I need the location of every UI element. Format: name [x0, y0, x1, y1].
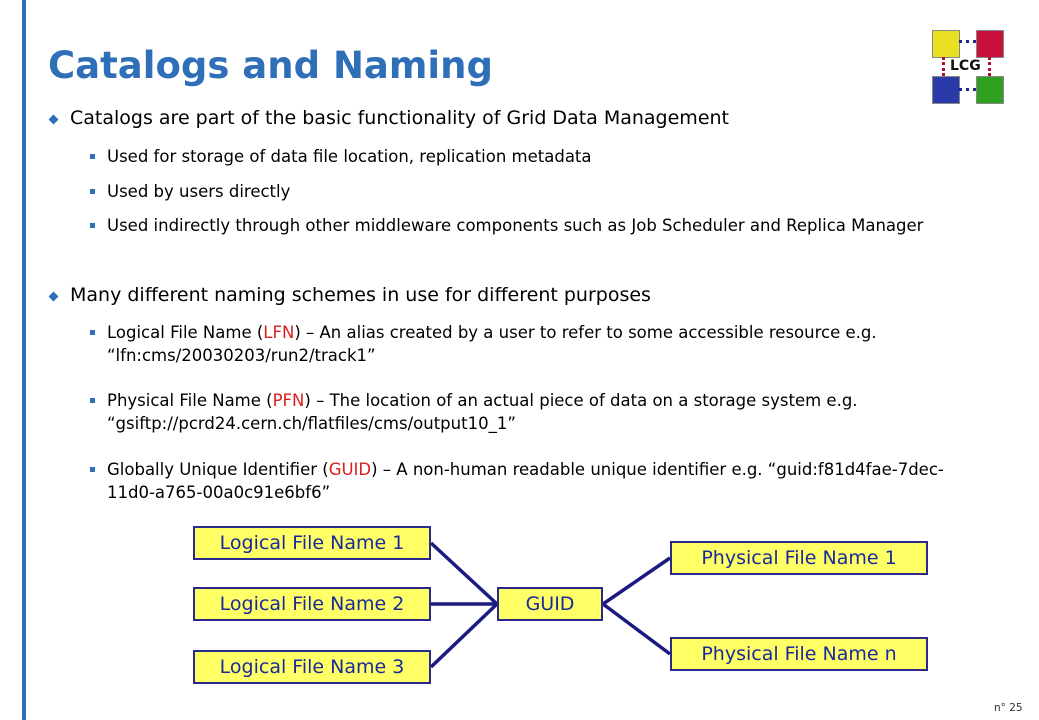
logical-file-name-2-box: Logical File Name 2 — [193, 587, 431, 621]
page-number: n° 25 — [994, 702, 1023, 714]
connector-lfn3-guid — [431, 604, 497, 667]
logical-file-name-1-box: Logical File Name 1 — [193, 526, 431, 560]
logical-file-name-3-box: Logical File Name 3 — [193, 650, 431, 684]
connector-guid-pfn1 — [603, 558, 670, 604]
sub-bullet-text: Used indirectly through other middleware components such as Job Scheduler and Replica Manager — [107, 216, 924, 235]
sub-bullet-text: Used by users directly — [107, 182, 291, 201]
bullet-2-text: Many different naming schemes in use for different purposes — [70, 284, 651, 306]
slide-title: Catalogs and Naming — [48, 44, 493, 87]
abbr-guid: GUID — [328, 460, 372, 479]
bullet-1-text: Catalogs are part of the basic functionality of Grid Data Management — [70, 107, 729, 129]
physical-file-name-1-box: Physical File Name 1 — [670, 541, 928, 575]
guid-box: GUID — [497, 587, 603, 621]
abbr-pfn: PFN — [272, 391, 305, 410]
abbr-lfn: LFN — [263, 323, 295, 342]
connector-lfn1-guid — [431, 543, 497, 604]
physical-file-name-n-box: Physical File Name n — [670, 637, 928, 671]
sub-bullet-text: Used for storage of data file location, replication metadata — [107, 147, 592, 166]
logo-label: LCG — [950, 58, 981, 74]
connector-guid-pfnn — [603, 604, 670, 654]
